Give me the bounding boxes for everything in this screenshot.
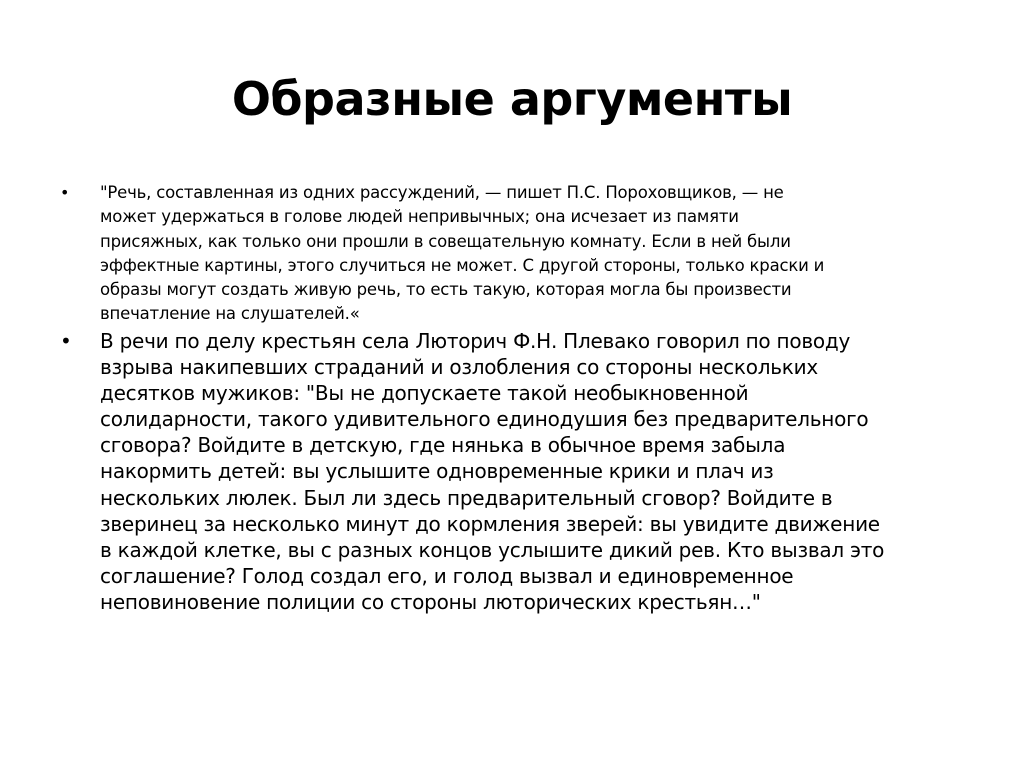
bullet-item — [60, 328, 980, 615]
bullet-item — [60, 181, 980, 327]
bullet-text: "Речь, составленная из одних рассуждений, — пишет П.С. Пороховщиков, — не может удержаться в голове людей непривычных; она исчезает из памяти присяжных, как только они прошли в совещательную комнату. Если в ней были эффектные картины, этого случиться не может. С другой стороны, только краски и образы могут создать живую речь, то есть такую, которая могла бы произвести впечатление на слушателей.« — [100, 183, 825, 324]
slide-title: Образные аргументы — [231, 72, 793, 126]
bullet-marker: • — [60, 329, 72, 353]
bullet-marker: • — [60, 183, 70, 202]
bullet-text: В речи по делу крестьян села Люторич Ф.Н. Плевако говорил по поводу взрыва накипевших страданий и озлобления со стороны нескольких десятков мужиков: "Вы не допускаете такой необыкновенной солидарности, такого удивительного единодушия без предварительного сговора? Войдите в детскую, где нянька в обычное время забыла накормить детей: вы услышите одновременные крики и плач из нескольких люлек. Был ли здесь предварительный сговор? Войдите в зверинец за несколько минут до кормления зверей: вы увидите движение в каждой клетке, вы с разных концов услышите дикий рев. Кто вызвал это соглашение? Голод создал его, и голод вызвал и единовременное неповиновение полиции со стороны люторических крестьян…" — [100, 329, 885, 614]
